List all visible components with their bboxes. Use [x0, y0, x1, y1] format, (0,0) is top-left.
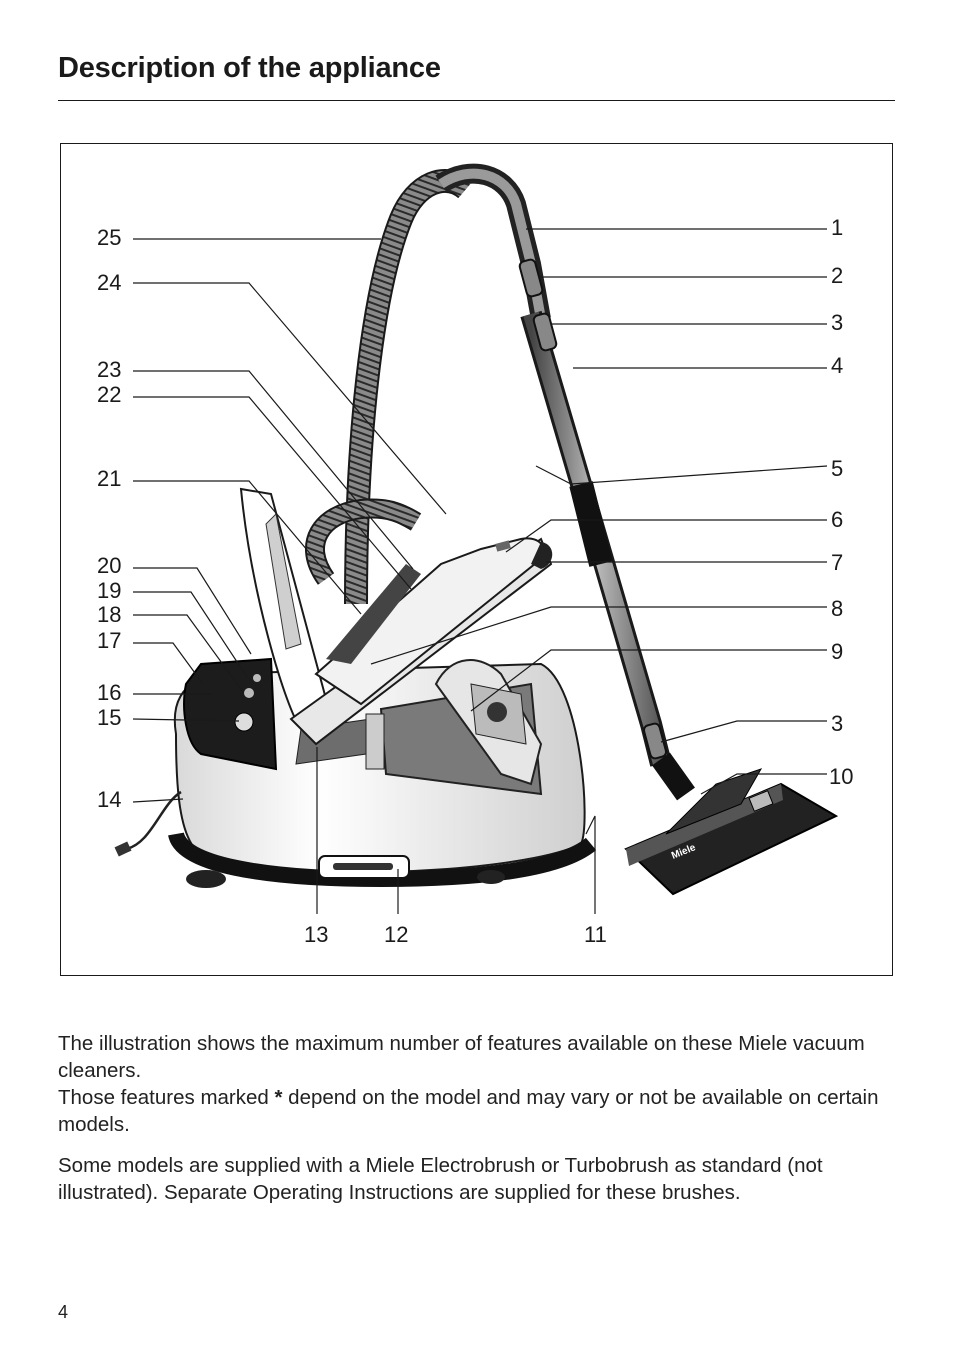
suction-hose	[315, 174, 541, 604]
callout-8: 8	[831, 596, 844, 621]
brushes-paragraph: Some models are supplied with a Miele Electrobrush or Turbobrush as standard (not illustrated). Separate Operating Instructions are supplied for these brushes.	[58, 1154, 823, 1204]
callout-20: 20	[97, 553, 122, 578]
callout-23: 23	[97, 357, 122, 382]
callout-5: 5	[831, 456, 844, 481]
callout-25: 25	[97, 225, 122, 250]
callout-3b: 3	[831, 711, 844, 736]
callout-3: 3	[831, 310, 844, 335]
callout-4: 4	[831, 353, 844, 378]
appliance-illustration	[61, 144, 894, 977]
callout-12: 12	[384, 922, 409, 947]
intro-line-1: The illustration shows the maximum number of features available on these Miele vacuum cleaners.	[58, 1032, 865, 1082]
appliance-figure	[60, 143, 893, 976]
callout-21: 21	[97, 466, 122, 491]
title-rule	[58, 100, 895, 101]
callout-24: 24	[97, 270, 122, 295]
asterisk-mark: *	[274, 1086, 283, 1109]
power-plug	[115, 842, 132, 857]
callout-10: 10	[829, 764, 854, 789]
callout-2: 2	[831, 263, 844, 288]
page-number: 4	[58, 1302, 69, 1322]
callout-19: 19	[97, 578, 122, 603]
floorhead-brand: Miele	[670, 842, 698, 862]
callout-1: 1	[831, 215, 844, 240]
callout-6: 6	[831, 507, 844, 532]
callout-14: 14	[97, 787, 122, 812]
callout-18: 18	[97, 602, 122, 627]
callout-15: 15	[97, 705, 122, 730]
floorhead	[626, 769, 836, 894]
intro-paragraph	[58, 1030, 888, 1138]
callout-16: 16	[97, 680, 122, 705]
callout-22: 22	[97, 382, 122, 407]
callout-17: 17	[97, 628, 122, 653]
callout-13: 13	[304, 922, 329, 947]
callout-9: 9	[831, 639, 844, 664]
intro-line-2: Those features marked * depend on the model and may vary or not be available on certain models.	[58, 1086, 879, 1136]
page-title: Description of the appliance	[58, 52, 441, 84]
callout-7: 7	[831, 550, 844, 575]
callout-11: 11	[584, 922, 607, 947]
